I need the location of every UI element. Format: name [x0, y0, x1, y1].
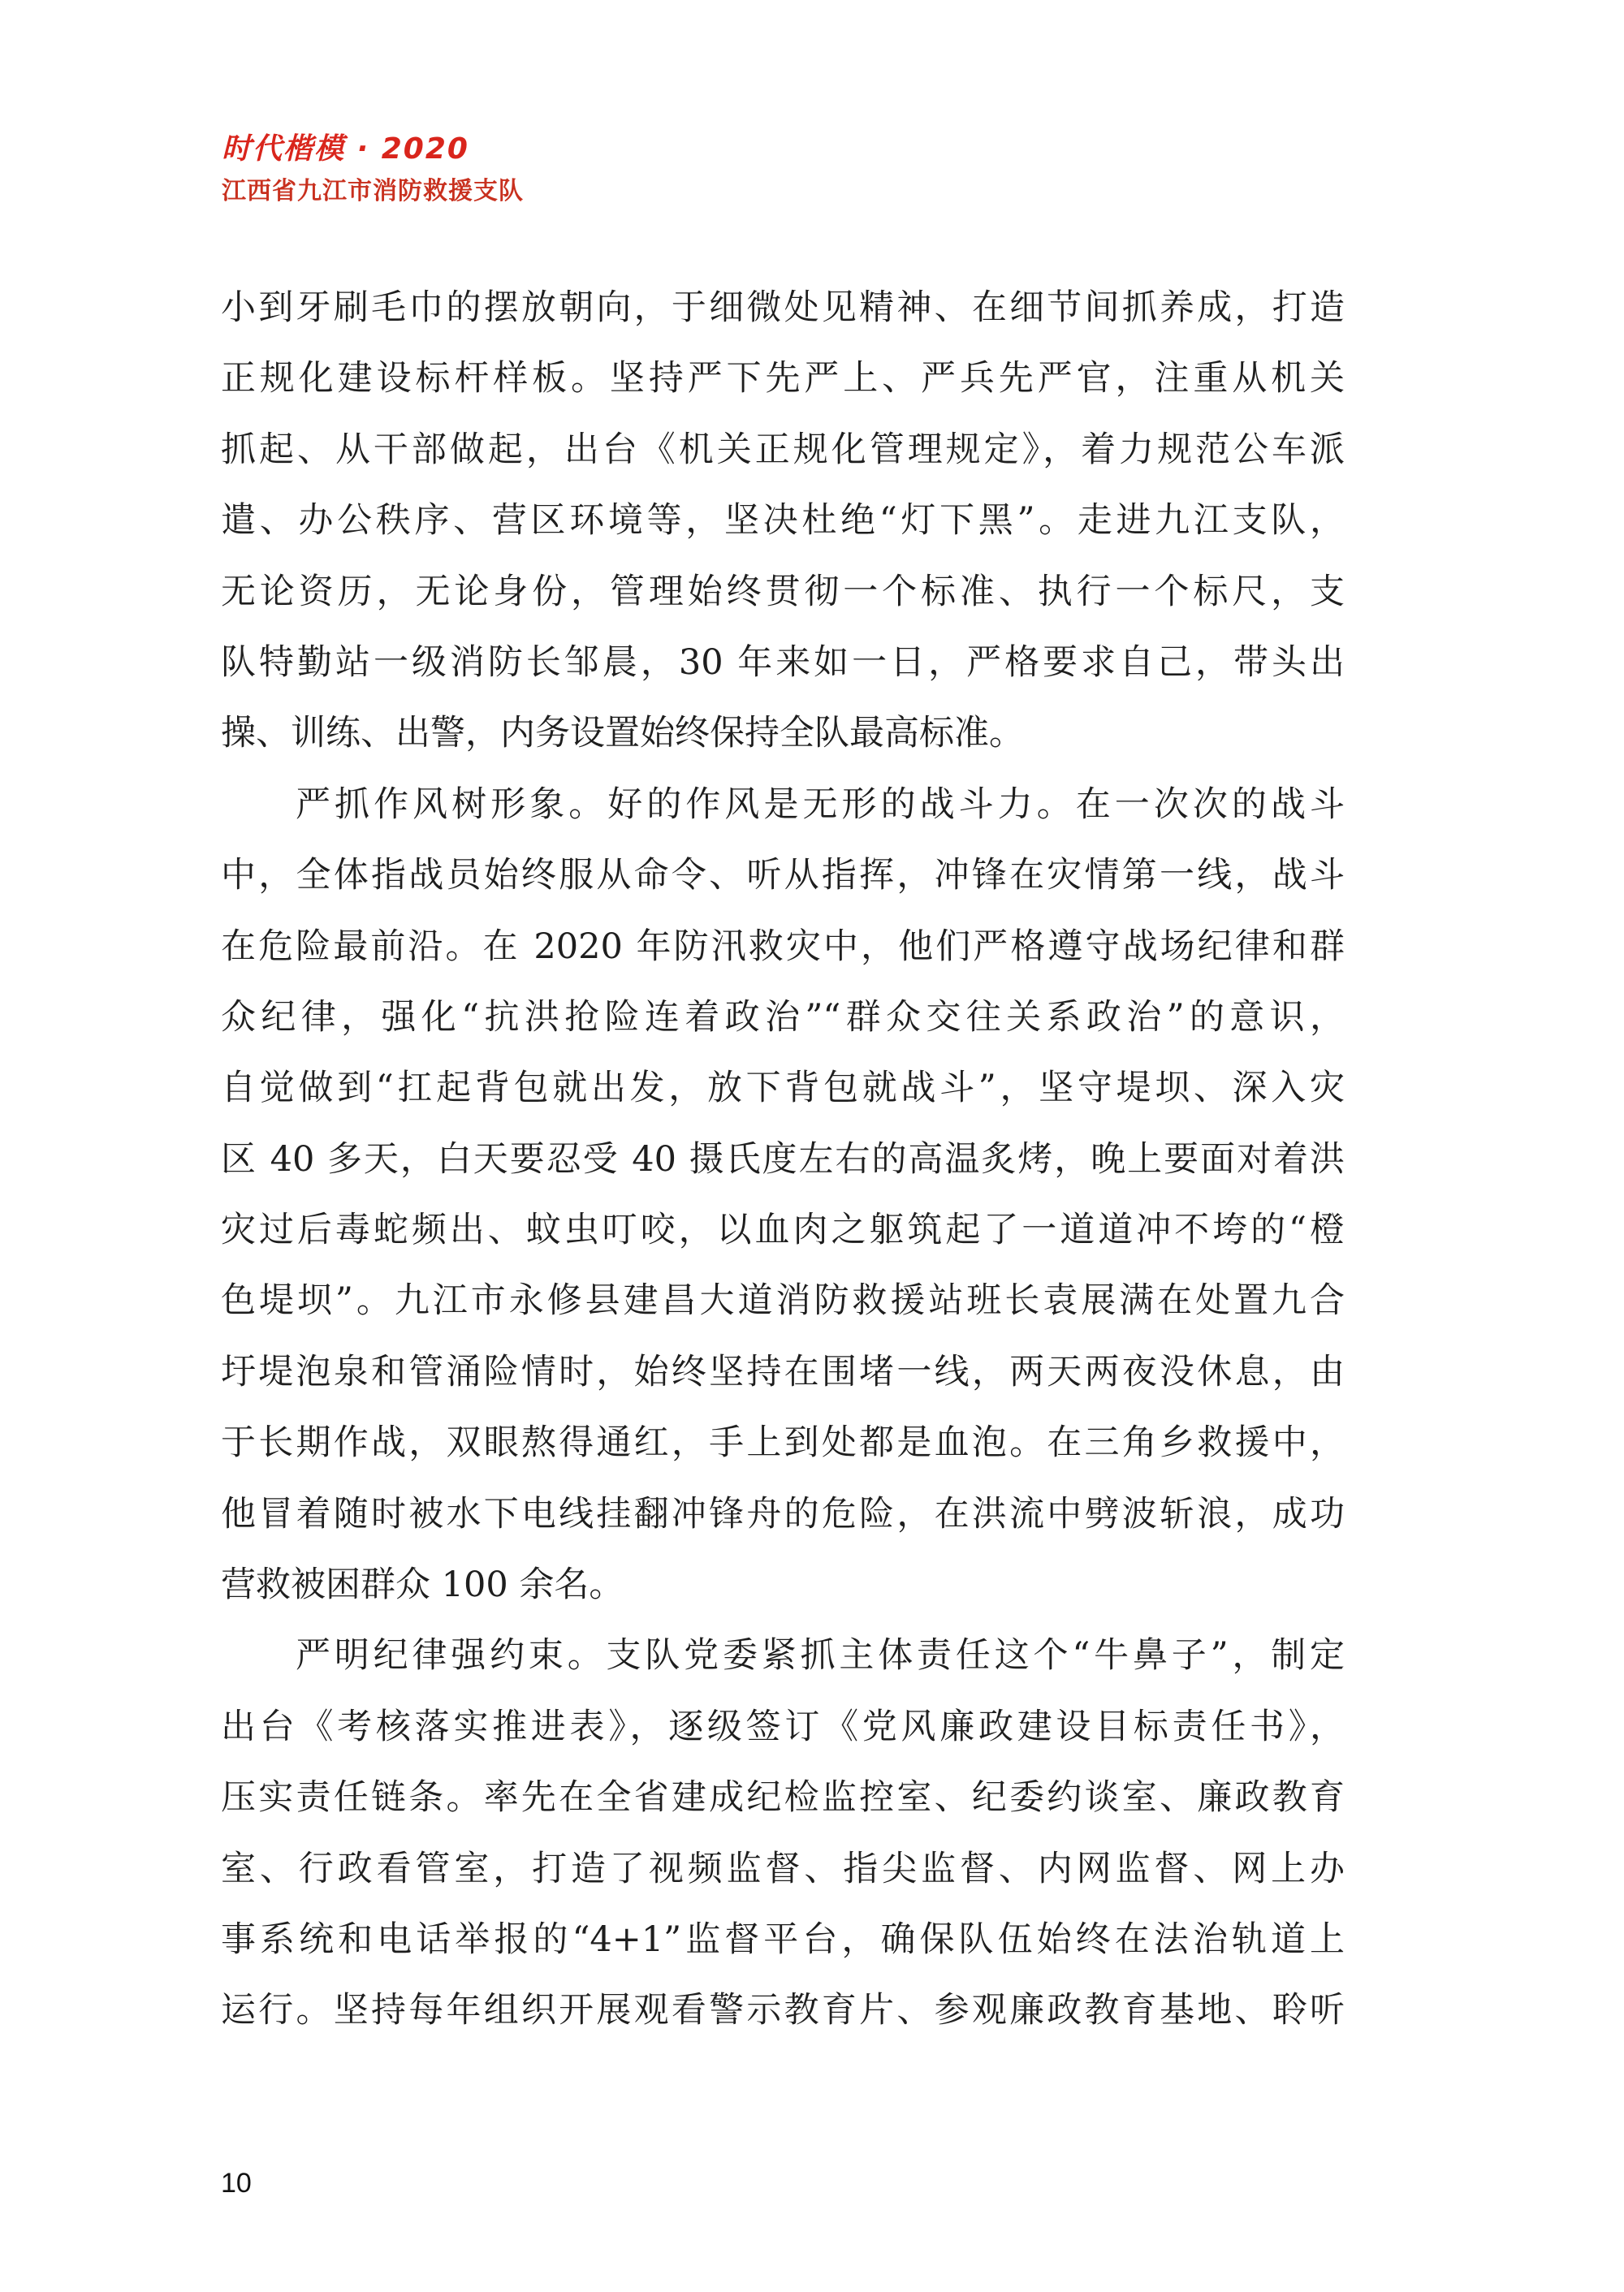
text-line: 队特勤站一级消防长邹晨，30 年来如一日，严格要求自己，带头出	[221, 641, 1345, 683]
text-line: 色堤坝”。九江市永修县建昌大道消防救援站班长袁展满在处置九合	[221, 1280, 1345, 1322]
organization-name: 江西省九江市消防救援支队	[222, 177, 524, 205]
text-line: 室、行政看管室，打造了视频监督、指尖监督、内网监督、网上办	[221, 1848, 1345, 1889]
text-line: 自觉做到“扛起背包就出发，放下背包就战斗”，坚守堤坝、深入灾	[221, 1068, 1345, 1109]
text-line: 运行。坚持每年组织开展观看警示教育片、参观廉政教育基地、聆听	[221, 1990, 1345, 2031]
text-line: 无论资历，无论身份，管理始终贯彻一个标准、执行一个标尺，支	[221, 571, 1345, 612]
text-line: 出台《考核落实推进表》，逐级签订《党风廉政建设目标责任书》，	[221, 1706, 1345, 1747]
text-line: 在危险最前沿。在 2020 年防汛救灾中，他们严格遵守战场纪律和群	[221, 926, 1345, 967]
text-line: 区 40 多天，白天要忍受 40 摄氏度左右的高温炙烤，晚上要面对着洪	[221, 1138, 1345, 1180]
paragraph	[221, 1621, 1345, 2046]
text-line: 众纪律，强化“抗洪抢险连着政治”“群众交往关系政治”的意识，	[221, 996, 1345, 1038]
text-line: 他冒着随时被水下电线挂翻冲锋舟的危险，在洪流中劈波斩浪，成功	[221, 1493, 1345, 1534]
text-line: 中，全体指战员始终服从命令、听从指挥，冲锋在灾情第一线，战斗	[221, 855, 1345, 896]
text-line: 严明纪律强约束。支队党委紧抓主体责任这个“牛鼻子”，制定	[296, 1635, 1345, 1677]
text-line: 于长期作战，双眼熬得通红，手上到处都是血泡。在三角乡救援中，	[221, 1422, 1345, 1464]
text-line: 灾过后毒蛇频出、蚊虫叮咬，以血肉之躯筑起了一道道冲不垮的“橙	[221, 1210, 1345, 1251]
text-line: 抓起、从干部做起，出台《机关正规化管理规定》，着力规范公车派	[221, 429, 1345, 470]
text-line: 小到牙刷毛巾的摆放朝向，于细微处见精神、在细节间抓养成，打造	[221, 287, 1345, 328]
text-line: 严抓作风树形象。好的作风是无形的战斗力。在一次次的战斗	[296, 783, 1345, 825]
series-title: 时代楷模 · 2020	[222, 132, 469, 166]
running-header	[222, 132, 524, 208]
text-line: 遣、办公秩序、营区环境等，坚决杜绝“灯下黑”。走进九江支队，	[221, 500, 1345, 542]
paragraph	[221, 273, 1345, 770]
text-line: 操、训练、出警，内务设置始终保持全队最高标准。	[221, 713, 1024, 754]
page-number: 10	[221, 2168, 252, 2199]
text-line: 圩堤泡泉和管涌险情时，始终坚持在围堵一线，两天两夜没休息，由	[221, 1351, 1345, 1392]
text-line: 正规化建设标杆样板。坚持严下先严上、严兵先严官，注重从机关	[221, 358, 1345, 399]
text-line: 营救被困群众 100 余名。	[221, 1565, 624, 1606]
text-line: 事系统和电话举报的“4+1”监督平台，确保队伍始终在法治轨道上	[221, 1919, 1345, 1960]
text-line: 压实责任链条。率先在全省建成纪检监控室、纪委约谈室、廉政教育	[221, 1777, 1345, 1819]
article-body	[221, 273, 1345, 2047]
paragraph	[221, 770, 1345, 1621]
